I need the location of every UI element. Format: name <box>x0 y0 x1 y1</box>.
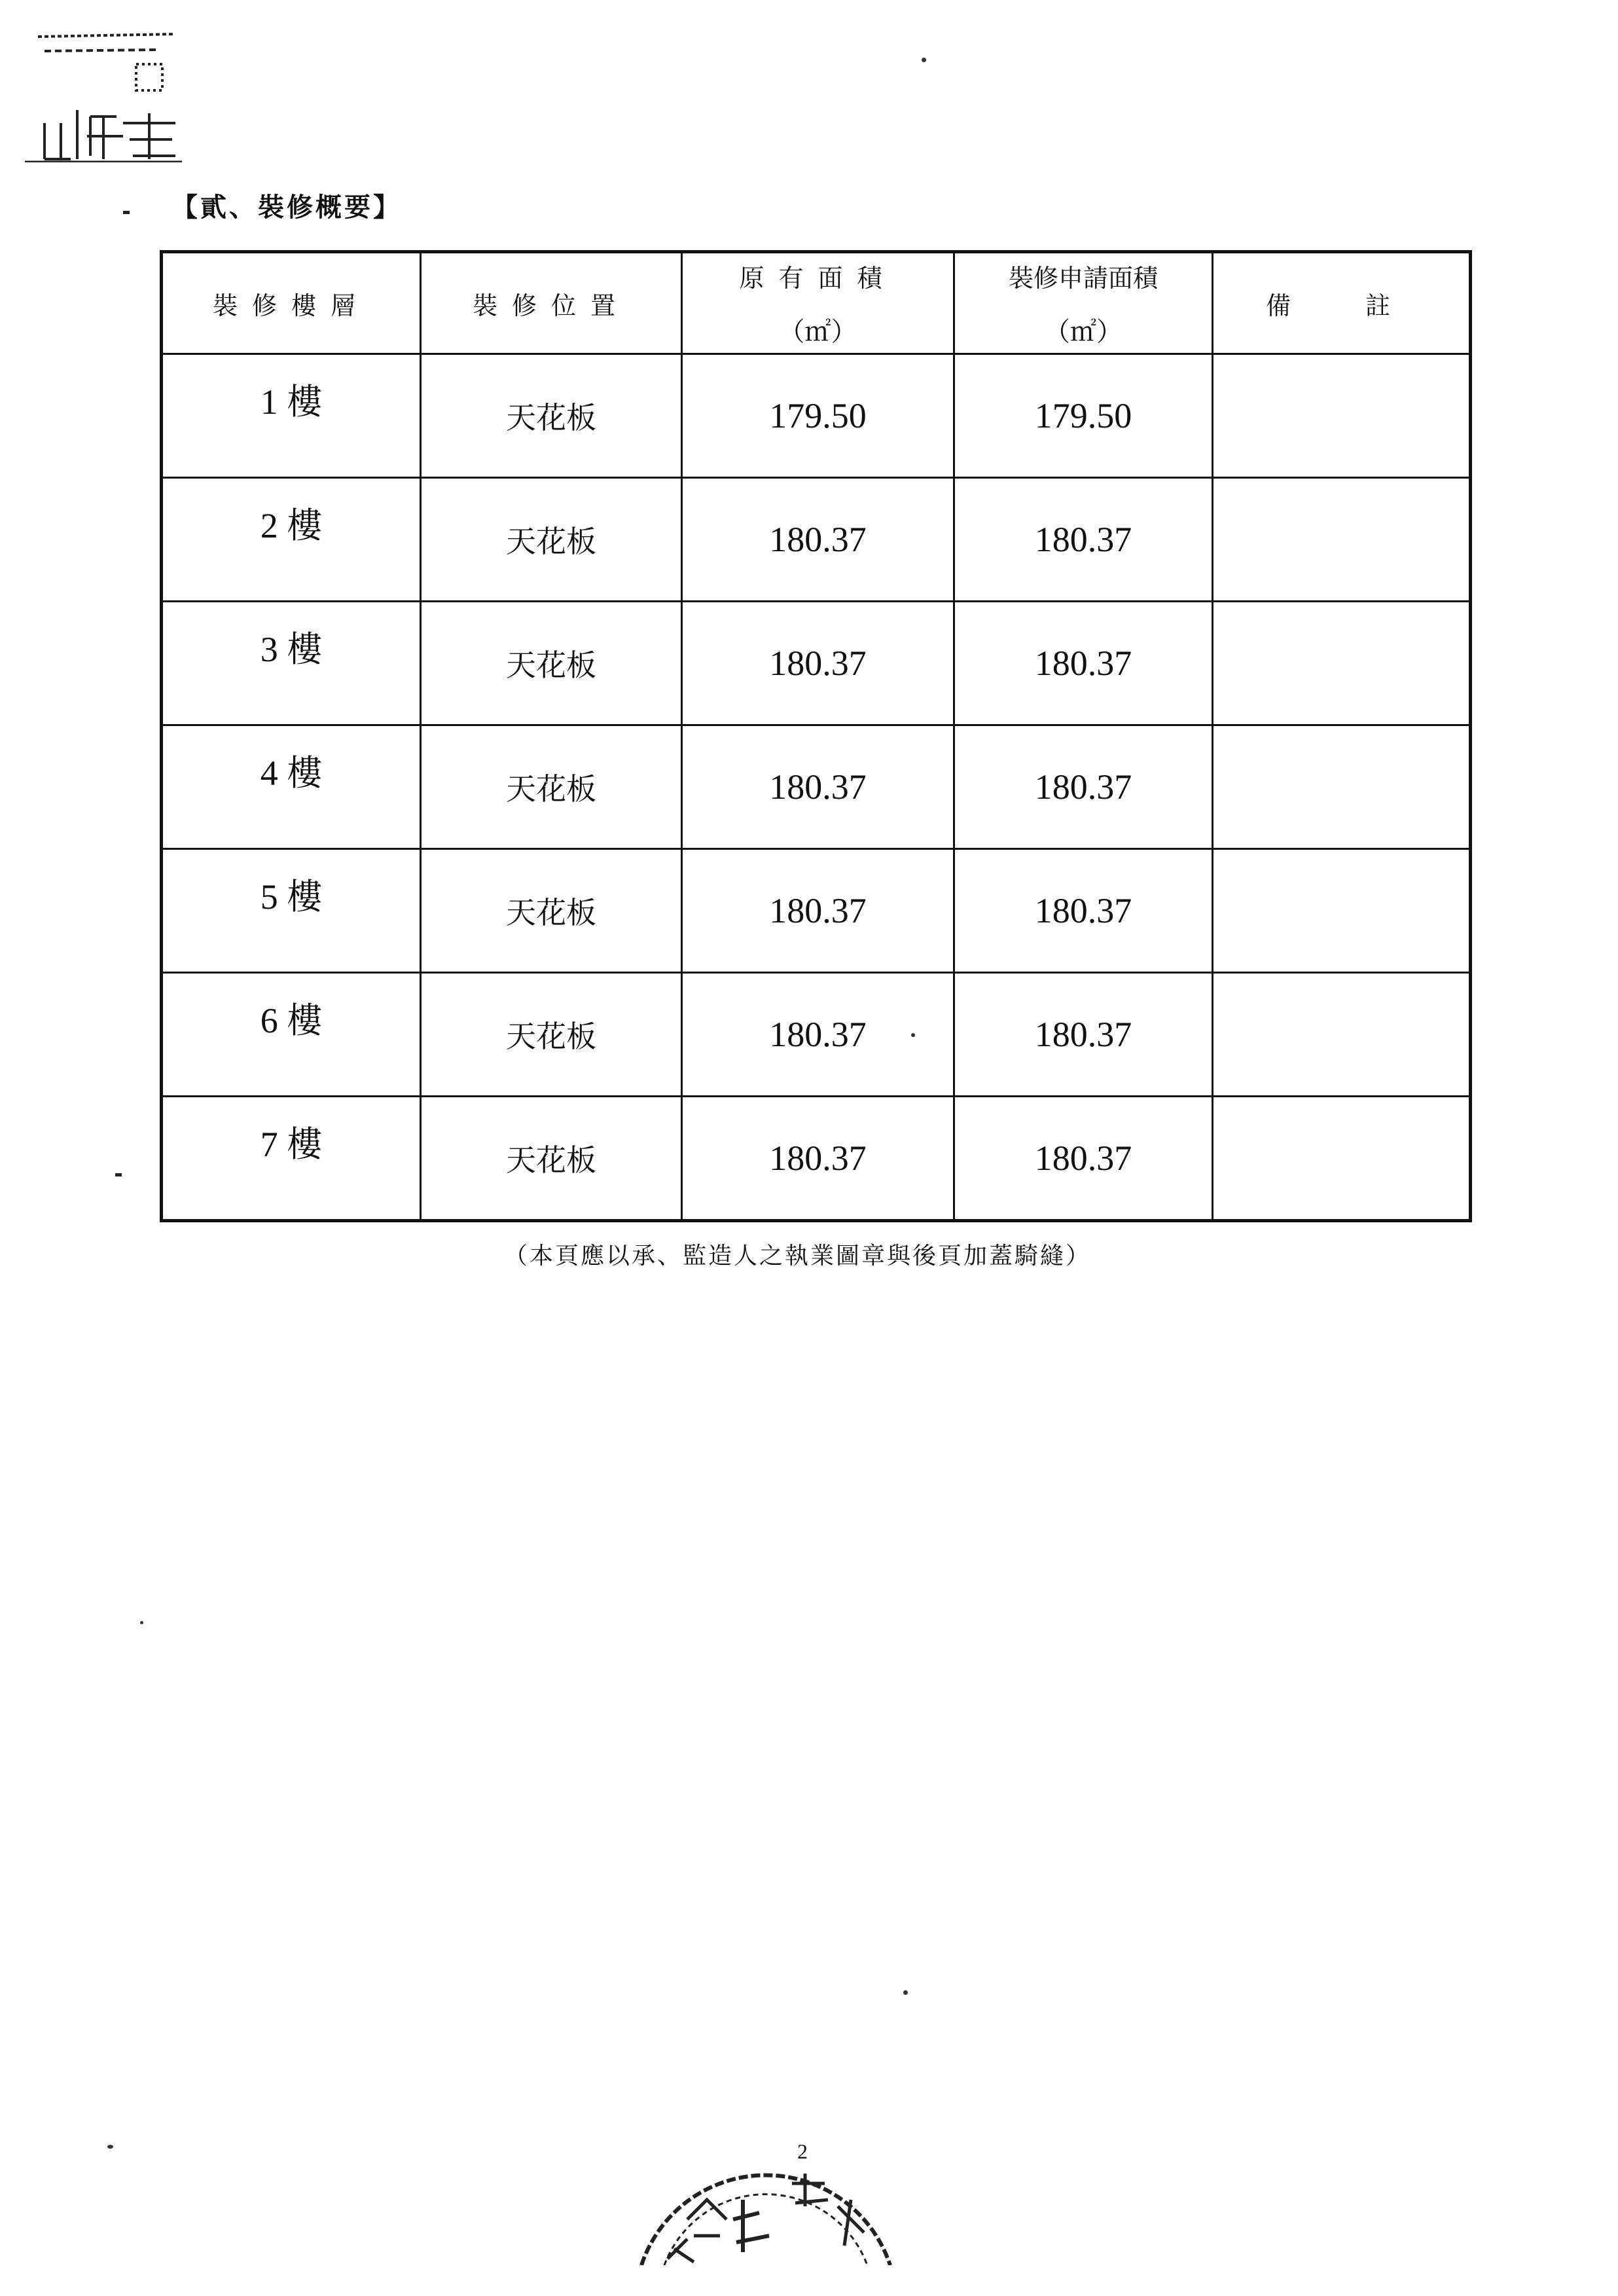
cell-location: 天花板 <box>421 1097 682 1221</box>
cell-original-area: 180.37 <box>682 973 954 1097</box>
cell-remark <box>1213 725 1471 849</box>
cell-applied-area: 180.37 <box>954 849 1213 973</box>
cell-applied-area: 179.50 <box>954 354 1213 478</box>
cell-remark <box>1213 973 1471 1097</box>
cell-original-area: 180.37 <box>682 478 954 602</box>
cell-location: 天花板 <box>421 725 682 849</box>
cell-location: 天花板 <box>421 478 682 602</box>
cell-original-area: 180.37 <box>682 602 954 725</box>
cell-remark <box>1213 849 1471 973</box>
header-floor: 裝修樓層 <box>162 252 421 354</box>
table-row <box>162 849 1471 973</box>
header-original-area: 原有面積 （㎡） <box>682 252 954 354</box>
round-seal-stamp-icon <box>628 2121 903 2265</box>
header-remark: 備 註 <box>1213 252 1471 354</box>
cell-remark <box>1213 478 1471 602</box>
scan-speck <box>903 1990 908 1995</box>
cell-location: 天花板 <box>421 849 682 973</box>
cell-remark <box>1213 1097 1471 1221</box>
scan-speck <box>911 1033 915 1037</box>
header-location: 裝修位置 <box>421 252 682 354</box>
cell-floor: 3 樓 <box>162 602 421 725</box>
corner-seal-stamp-icon <box>25 25 182 162</box>
page-number: 2 <box>797 2140 808 2163</box>
table-row <box>162 973 1471 1097</box>
cell-floor: 1 樓 <box>162 354 421 478</box>
cell-remark <box>1213 354 1471 478</box>
cell-floor: 2 樓 <box>162 478 421 602</box>
table-row <box>162 478 1471 602</box>
scan-speck <box>140 1621 143 1624</box>
cell-original-area: 180.37 <box>682 849 954 973</box>
table-row <box>162 354 1471 478</box>
cell-floor: 5 樓 <box>162 849 421 973</box>
margin-bullet <box>115 1173 122 1176</box>
table-row <box>162 725 1471 849</box>
footnote: （本頁應以承、監造人之執業圖章與後頁加蓋騎縫） <box>504 1243 1092 1269</box>
table-row <box>162 1097 1471 1221</box>
cell-floor: 6 樓 <box>162 973 421 1097</box>
header-applied-area: 裝修申請面積 （㎡） <box>954 252 1213 354</box>
cell-original-area: 179.50 <box>682 354 954 478</box>
table-row <box>162 602 1471 725</box>
cell-location: 天花板 <box>421 973 682 1097</box>
cell-applied-area: 180.37 <box>954 725 1213 849</box>
scan-speck <box>107 2145 113 2149</box>
cell-applied-area: 180.37 <box>954 973 1213 1097</box>
cell-applied-area: 180.37 <box>954 478 1213 602</box>
margin-bullet <box>123 211 130 214</box>
cell-original-area: 180.37 <box>682 1097 954 1221</box>
table-header-row <box>162 252 1471 354</box>
section-title: 【貳、裝修概要】 <box>171 192 402 223</box>
cell-floor: 7 樓 <box>162 1097 421 1221</box>
header-original-area-unit: （㎡） <box>778 317 857 347</box>
renovation-summary-table <box>160 250 1472 1222</box>
cell-remark <box>1213 602 1471 725</box>
header-applied-area-unit: （㎡） <box>1044 317 1123 347</box>
cell-floor: 4 樓 <box>162 725 421 849</box>
cell-applied-area: 180.37 <box>954 1097 1213 1221</box>
cell-applied-area: 180.37 <box>954 602 1213 725</box>
cell-location: 天花板 <box>421 602 682 725</box>
cell-original-area: 180.37 <box>682 725 954 849</box>
scan-speck <box>922 58 926 62</box>
cell-location: 天花板 <box>421 354 682 478</box>
